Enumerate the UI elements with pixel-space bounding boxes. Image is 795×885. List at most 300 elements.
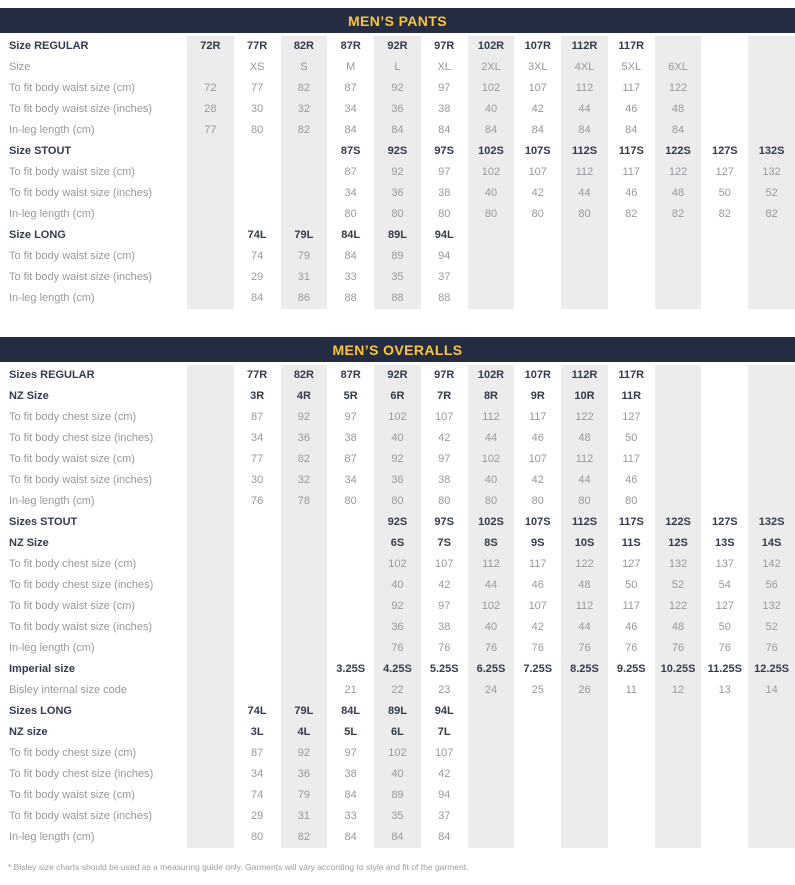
size-cell [701, 722, 748, 743]
row-label: To fit body waist size (cm) [9, 789, 135, 801]
size-cell [561, 827, 608, 848]
size-cell [748, 288, 795, 309]
size-cell: 102R [477, 40, 505, 52]
size-cell [748, 491, 795, 512]
size-cell: 40 [484, 621, 498, 633]
size-cell: 102S [478, 145, 504, 157]
table-row [0, 491, 795, 512]
table-title-bar [0, 337, 795, 362]
size-cell [561, 785, 608, 806]
size-cell: 122 [668, 600, 688, 612]
size-cell: 4.25S [383, 663, 412, 675]
size-cell [468, 764, 515, 785]
size-cell [187, 162, 234, 183]
size-cell: 88 [391, 292, 404, 304]
size-cell: 117 [528, 558, 547, 570]
size-cell: 46 [531, 432, 544, 444]
row-label: To fit body waist size (cm) [9, 250, 135, 262]
size-cell: 107R [524, 369, 551, 381]
size-cell: 35 [391, 271, 404, 283]
size-cell [327, 512, 374, 533]
size-cell: 132S [758, 516, 785, 528]
footnote: * Bisley size charts should be used as a measuring guide only. Garments will vary according to style and fit of the garment. [8, 862, 469, 872]
size-cell [748, 246, 795, 267]
table-row [0, 78, 795, 99]
size-cell [655, 470, 702, 491]
size-cell [234, 554, 281, 575]
size-cell: 92 [391, 166, 404, 178]
size-cell: 112R [571, 40, 598, 52]
size-cell: 84 [251, 292, 264, 304]
table-row [0, 533, 795, 554]
table-row [0, 57, 795, 78]
size-cell [655, 428, 702, 449]
size-cell: 54 [718, 579, 731, 591]
size-cell: 92S [387, 145, 408, 157]
size-cell: 10R [574, 390, 595, 402]
size-cell: 7.25S [523, 663, 553, 675]
mens-overalls-section [0, 337, 795, 848]
size-cell [748, 785, 795, 806]
size-cell [514, 267, 561, 288]
size-cell [701, 386, 748, 407]
size-cell: 2XL [481, 61, 501, 73]
size-cell [234, 596, 281, 617]
size-cell [701, 449, 748, 470]
size-cell: 76 [438, 642, 451, 654]
table-row [0, 225, 795, 246]
size-table [0, 365, 795, 848]
table-row [0, 722, 795, 743]
size-cell: 94L [434, 229, 454, 241]
size-cell [234, 638, 281, 659]
size-cell: 46 [531, 579, 544, 591]
size-cell: 84 [438, 831, 451, 843]
size-cell [468, 267, 515, 288]
size-cell: 48 [671, 103, 685, 115]
size-cell: 8R [483, 390, 498, 402]
size-cell: 102 [481, 600, 501, 612]
size-cell: 34 [344, 187, 357, 199]
size-cell: 7S [437, 537, 451, 549]
size-cell [701, 267, 748, 288]
size-cell: 14 [765, 684, 778, 696]
size-cell: 87 [251, 411, 264, 423]
table-row [0, 407, 795, 428]
size-cell: 84 [344, 250, 357, 262]
size-cell: 97S [434, 145, 454, 157]
size-cell: 122S [665, 516, 691, 528]
size-cell [187, 449, 234, 470]
size-cell: 102 [388, 747, 407, 759]
size-cell: 117R [618, 40, 645, 52]
size-cell [514, 806, 561, 827]
size-cell [655, 225, 702, 246]
size-cell [701, 365, 748, 386]
size-cell: 56 [765, 579, 778, 591]
size-cell [234, 617, 281, 638]
size-cell [608, 827, 655, 848]
row-label: To fit body chest size (inches) [9, 579, 154, 591]
row-label: To fit body chest size (cm) [9, 411, 137, 423]
size-cell: 102S [478, 516, 504, 528]
size-cell: 107 [435, 411, 454, 423]
size-cell [561, 701, 608, 722]
size-cell [187, 267, 234, 288]
size-cell: 84 [344, 831, 357, 843]
size-cell: 44 [484, 432, 498, 444]
size-cell [748, 743, 795, 764]
size-cell: 117 [528, 411, 547, 423]
size-cell: L [394, 61, 401, 73]
size-cell [187, 470, 234, 491]
size-cell: 84 [438, 124, 451, 136]
size-cell [234, 680, 281, 701]
size-cell [701, 78, 748, 99]
size-cell [655, 764, 702, 785]
size-cell: 48 [578, 432, 591, 444]
size-cell: 112 [482, 558, 500, 570]
size-cell [655, 806, 702, 827]
size-cell [187, 659, 234, 680]
size-cell: 80 [251, 831, 264, 843]
size-cell: 117S [618, 516, 644, 528]
size-cell [187, 533, 234, 554]
size-cell [327, 575, 374, 596]
size-cell: 97R [434, 40, 455, 52]
size-cell: 84 [391, 124, 404, 136]
size-cell [187, 827, 234, 848]
size-cell [748, 764, 795, 785]
size-cell: 6R [390, 390, 405, 402]
size-cell: 46 [625, 621, 638, 633]
size-cell: 84 [484, 124, 498, 136]
size-cell [281, 512, 328, 533]
size-cell [187, 617, 234, 638]
size-cell: 3.25S [336, 663, 366, 675]
size-table-body [0, 36, 795, 309]
size-cell: 9.25S [616, 663, 646, 675]
size-cell: 107 [435, 747, 454, 759]
size-cell: 46 [625, 103, 638, 115]
size-cell: 92 [297, 411, 311, 423]
table-row [0, 120, 795, 141]
table-row [0, 365, 795, 386]
size-cell: 5.25S [429, 663, 459, 675]
size-chart-page [0, 8, 795, 872]
size-cell: 80 [578, 208, 591, 220]
size-cell: 122 [575, 411, 594, 423]
size-cell: 38 [438, 187, 451, 199]
size-cell [701, 428, 748, 449]
size-cell [655, 722, 702, 743]
size-cell [655, 743, 702, 764]
size-cell: 6S [390, 537, 405, 549]
size-cell: 89 [391, 250, 404, 262]
table-row [0, 162, 795, 183]
size-cell [701, 491, 748, 512]
size-cell: 5XL [621, 61, 642, 73]
size-cell: 127 [715, 166, 734, 178]
size-cell [514, 785, 561, 806]
size-cell: 11 [625, 684, 637, 696]
size-cell: 92 [391, 600, 404, 612]
row-label: To fit body waist size (cm) [9, 82, 135, 94]
size-cell: 37 [438, 810, 451, 822]
table-row [0, 386, 795, 407]
size-cell: 40 [391, 579, 404, 591]
size-cell: 76 [718, 642, 731, 654]
size-cell: 84L [341, 229, 361, 241]
size-cell [187, 596, 234, 617]
size-cell [608, 288, 655, 309]
size-cell [468, 743, 515, 764]
size-cell: 4L [297, 726, 311, 738]
size-cell [655, 267, 702, 288]
size-cell [701, 36, 748, 57]
size-cell [234, 533, 281, 554]
size-cell: 89L [387, 229, 407, 241]
size-cell: 88 [344, 292, 357, 304]
size-cell: 80 [391, 208, 404, 220]
size-cell [187, 57, 234, 78]
size-cell: 117 [622, 453, 641, 465]
size-cell [701, 743, 748, 764]
table-row [0, 449, 795, 470]
row-label: Sizes REGULAR [9, 369, 95, 381]
table-row [0, 680, 795, 701]
size-cell: 38 [438, 621, 451, 633]
table-row [0, 554, 795, 575]
size-table-body [0, 365, 795, 848]
size-cell: 80 [391, 495, 404, 507]
size-cell: 10.25S [660, 663, 696, 675]
size-cell: 38 [438, 474, 451, 486]
size-cell: 107 [528, 453, 547, 465]
size-cell [514, 288, 561, 309]
size-cell: 84L [341, 705, 361, 717]
size-cell: 48 [578, 579, 591, 591]
size-cell: 122 [668, 82, 688, 94]
size-cell [187, 288, 234, 309]
size-cell: 80 [625, 495, 638, 507]
size-cell: 46 [625, 187, 638, 199]
size-cell: XS [249, 61, 265, 73]
size-cell: 42 [531, 621, 544, 633]
size-cell: 97 [344, 411, 357, 423]
table-row [0, 428, 795, 449]
size-cell [655, 386, 702, 407]
size-cell [701, 246, 748, 267]
size-cell: 40 [484, 474, 498, 486]
size-cell: 127S [711, 145, 738, 157]
size-cell: 26 [578, 684, 591, 696]
size-cell [655, 449, 702, 470]
size-cell [701, 470, 748, 491]
size-cell: 23 [438, 684, 451, 696]
row-label: To fit body chest size (cm) [9, 558, 137, 570]
size-cell: 80 [344, 495, 357, 507]
size-cell [514, 225, 561, 246]
size-cell: 97 [438, 166, 451, 178]
size-cell: 107 [528, 166, 547, 178]
size-cell: 52 [765, 187, 778, 199]
size-cell: 48 [671, 621, 685, 633]
size-cell [187, 743, 234, 764]
table-title: MEN’S PANTS [347, 12, 448, 29]
size-cell [327, 533, 374, 554]
size-cell: 44 [578, 621, 591, 633]
size-cell: 132S [758, 145, 785, 157]
size-cell: 107S [524, 145, 551, 157]
size-cell: 82 [297, 124, 311, 136]
size-cell: 80 [531, 495, 544, 507]
size-cell: 92 [297, 747, 311, 759]
size-cell [327, 554, 374, 575]
size-cell [187, 246, 234, 267]
size-cell: 36 [391, 187, 404, 199]
row-label: To fit body waist size (inches) [9, 187, 153, 199]
size-cell: 32 [297, 103, 311, 115]
size-cell [514, 827, 561, 848]
table-row [0, 288, 795, 309]
size-cell [234, 204, 281, 225]
size-cell: 34 [251, 768, 264, 780]
size-cell: 82 [671, 208, 685, 220]
size-cell: 127 [622, 558, 641, 570]
row-label: To fit body waist size (cm) [9, 453, 135, 465]
table-row [0, 99, 795, 120]
size-cell [561, 764, 608, 785]
size-cell [187, 428, 234, 449]
size-cell: 84 [671, 124, 685, 136]
size-cell [187, 638, 234, 659]
size-cell [561, 806, 608, 827]
size-cell: 42 [531, 187, 544, 199]
table-row [0, 617, 795, 638]
size-cell: 76 [484, 642, 498, 654]
size-cell [327, 617, 374, 638]
size-cell [608, 806, 655, 827]
row-label: To fit body waist size (inches) [9, 271, 153, 283]
size-cell [608, 764, 655, 785]
size-cell [234, 659, 281, 680]
size-cell [748, 99, 795, 120]
size-cell: 84 [344, 124, 357, 136]
size-cell [514, 246, 561, 267]
size-cell [281, 204, 328, 225]
size-cell: 12 [671, 684, 685, 696]
size-cell: 7R [437, 390, 452, 402]
size-cell: 82 [718, 208, 731, 220]
table-row [0, 246, 795, 267]
row-label: Sizes LONG [9, 705, 72, 717]
size-cell: 11R [621, 390, 642, 402]
size-cell [187, 575, 234, 596]
size-cell: 40 [484, 103, 498, 115]
size-cell [187, 722, 234, 743]
table-row [0, 659, 795, 680]
size-cell: 112S [571, 145, 598, 157]
size-cell [748, 386, 795, 407]
size-cell [187, 680, 234, 701]
size-cell [701, 57, 748, 78]
size-cell: 82 [625, 208, 638, 220]
size-cell: 44 [578, 103, 591, 115]
size-cell [281, 659, 328, 680]
size-cell: 80 [484, 208, 498, 220]
size-cell [468, 225, 515, 246]
size-cell: 77 [251, 453, 264, 465]
size-cell: 87 [344, 166, 357, 178]
size-cell: M [346, 61, 356, 73]
size-cell: 112 [482, 411, 500, 423]
size-cell [187, 491, 234, 512]
size-cell: 32 [297, 474, 311, 486]
size-cell: 9S [531, 537, 545, 549]
size-cell: 14S [761, 537, 782, 549]
size-cell: S [300, 61, 308, 73]
size-cell: 102 [481, 166, 501, 178]
size-cell [561, 288, 608, 309]
size-cell [561, 225, 608, 246]
row-label: To fit body chest size (inches) [9, 432, 154, 444]
size-cell [748, 225, 795, 246]
size-cell: 84 [625, 124, 638, 136]
size-cell: 84 [344, 789, 357, 801]
table-row [0, 512, 795, 533]
size-cell: 76 [531, 642, 544, 654]
table-row [0, 785, 795, 806]
row-label: To fit body waist size (cm) [9, 600, 135, 612]
table-row [0, 638, 795, 659]
size-cell [748, 36, 795, 57]
mens-pants-section [0, 8, 795, 309]
size-cell: 8S [484, 537, 498, 549]
size-cell: 12.25S [754, 663, 790, 675]
size-cell: 87R [340, 369, 361, 381]
size-cell: 4XL [574, 61, 595, 73]
size-cell: 92 [391, 453, 404, 465]
table-row [0, 596, 795, 617]
size-cell: 82 [297, 82, 311, 94]
size-cell [514, 701, 561, 722]
size-cell: 87 [251, 747, 264, 759]
size-cell: 76 [391, 642, 404, 654]
size-cell: 76 [671, 642, 685, 654]
size-cell: 84 [391, 831, 404, 843]
size-cell: 30 [251, 103, 264, 115]
size-cell: 33 [344, 271, 357, 283]
size-cell: 3R [250, 390, 265, 402]
size-cell: 107 [528, 82, 547, 94]
size-cell: 76 [625, 642, 638, 654]
size-cell: 38 [344, 768, 357, 780]
size-cell [748, 722, 795, 743]
size-cell [187, 701, 234, 722]
size-cell: 112S [571, 516, 598, 528]
size-cell [281, 183, 328, 204]
size-cell: 97R [434, 369, 455, 381]
row-label: Imperial size [9, 663, 76, 675]
size-cell [655, 785, 702, 806]
size-cell: 8.25S [570, 663, 599, 675]
size-cell: 21 [344, 684, 357, 696]
size-cell: 12S [668, 537, 688, 549]
size-cell [514, 764, 561, 785]
table-row [0, 204, 795, 225]
size-cell: 82 [297, 453, 311, 465]
